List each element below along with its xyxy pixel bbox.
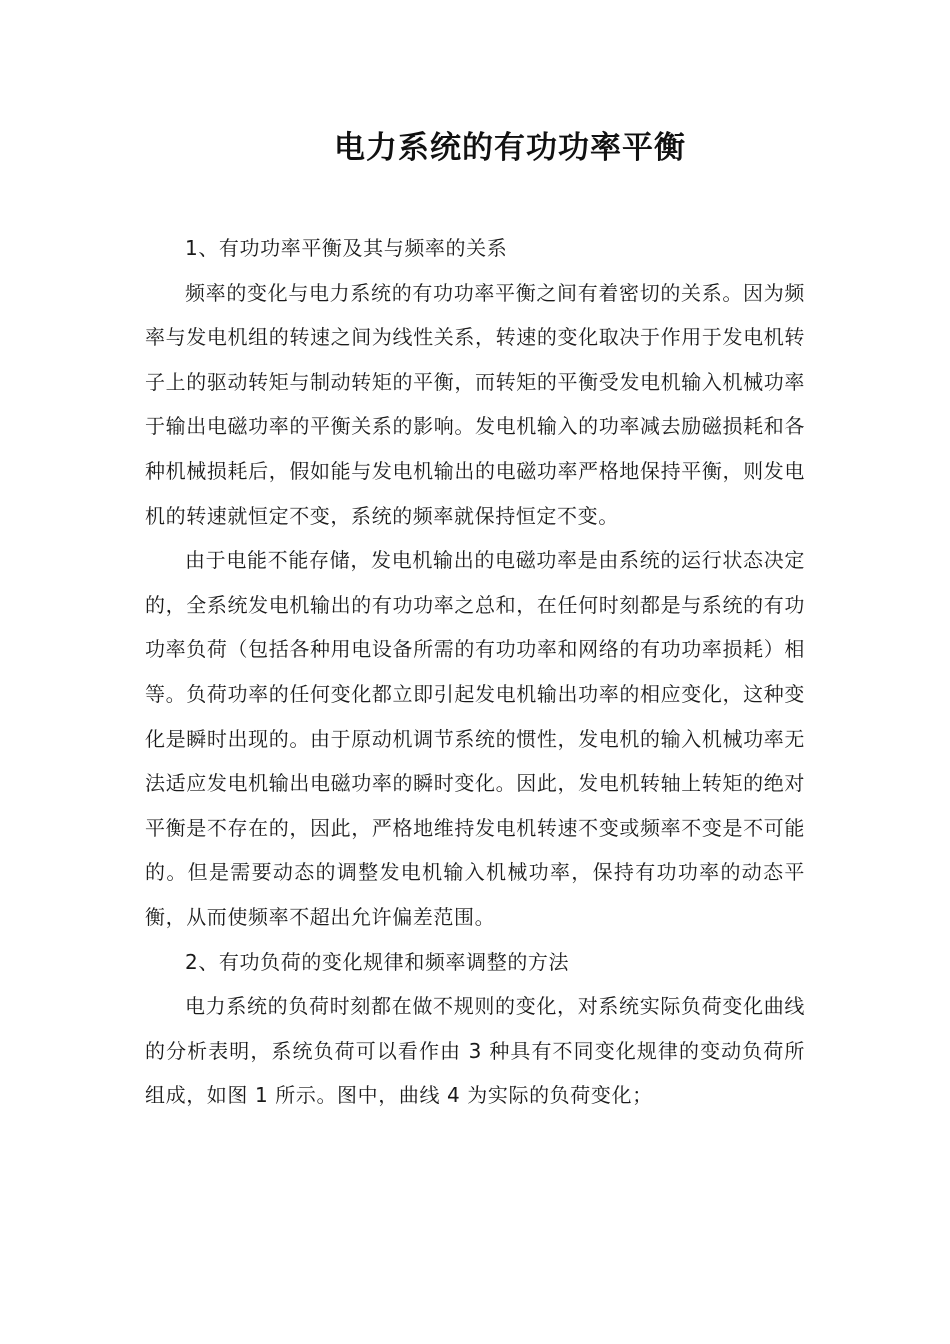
section-heading-1: 1、有功功率平衡及其与频率的关系 [185, 236, 508, 260]
document-title: 电力系统的有功功率平衡 [334, 130, 686, 166]
paragraph-1: 频率的变化与电力系统的有功功率平衡之间有着密切的关系。因为频率与发电机组的转速之间为线性关系，转速的变化取决于作用于发电机转子上的驱动转矩与制动转矩的平衡，而转矩的平衡受发电机输入机械功率于输出电磁功率的平衡关系的影响。发电机输入的功率减去励磁损耗和各种机械损耗后，假如能与发电机输出的电磁功率严格地保持平衡，则发电机的转速就恒定不变，系统的频率就保持恒定不变。 [145, 280, 805, 528]
paragraph-3: 电力系统的负荷时刻都在做不规则的变化，对系统实际负荷变化曲线的分析表明，系统负荷可以看作由 3 种具有不同变化规律的变动负荷所组成，如图 1 所示。图中，曲线 4 为实际的负荷变化； [145, 994, 805, 1108]
paragraph-2: 由于电能不能存储，发电机输出的电磁功率是由系统的运行状态决定的，全系统发电机输出的有功功率之总和，在任何时刻都是与系统的有功功率负荷（包括各种用电设备所需的有功功率和网络的有功功率损耗）相等。负荷功率的任何变化都立即引起发电机输出功率的相应变化，这种变化是瞬时出现的。由于原动机调节系统的惯性，发电机的输入机械功率无法适应发电机输出电磁功率的瞬时变化。因此，发电机转轴上转矩的绝对平衡是不存在的，因此，严格地维持发电机转速不变或频率不变是不可能的。但是需要动态的调整发电机输入机械功率，保持有功功率的动态平衡，从而使频率不超出允许偏差范围。 [145, 548, 805, 929]
section-heading-2: 2、有功负荷的变化规律和频率调整的方法 [185, 949, 570, 974]
document-body [145, 226, 805, 1118]
